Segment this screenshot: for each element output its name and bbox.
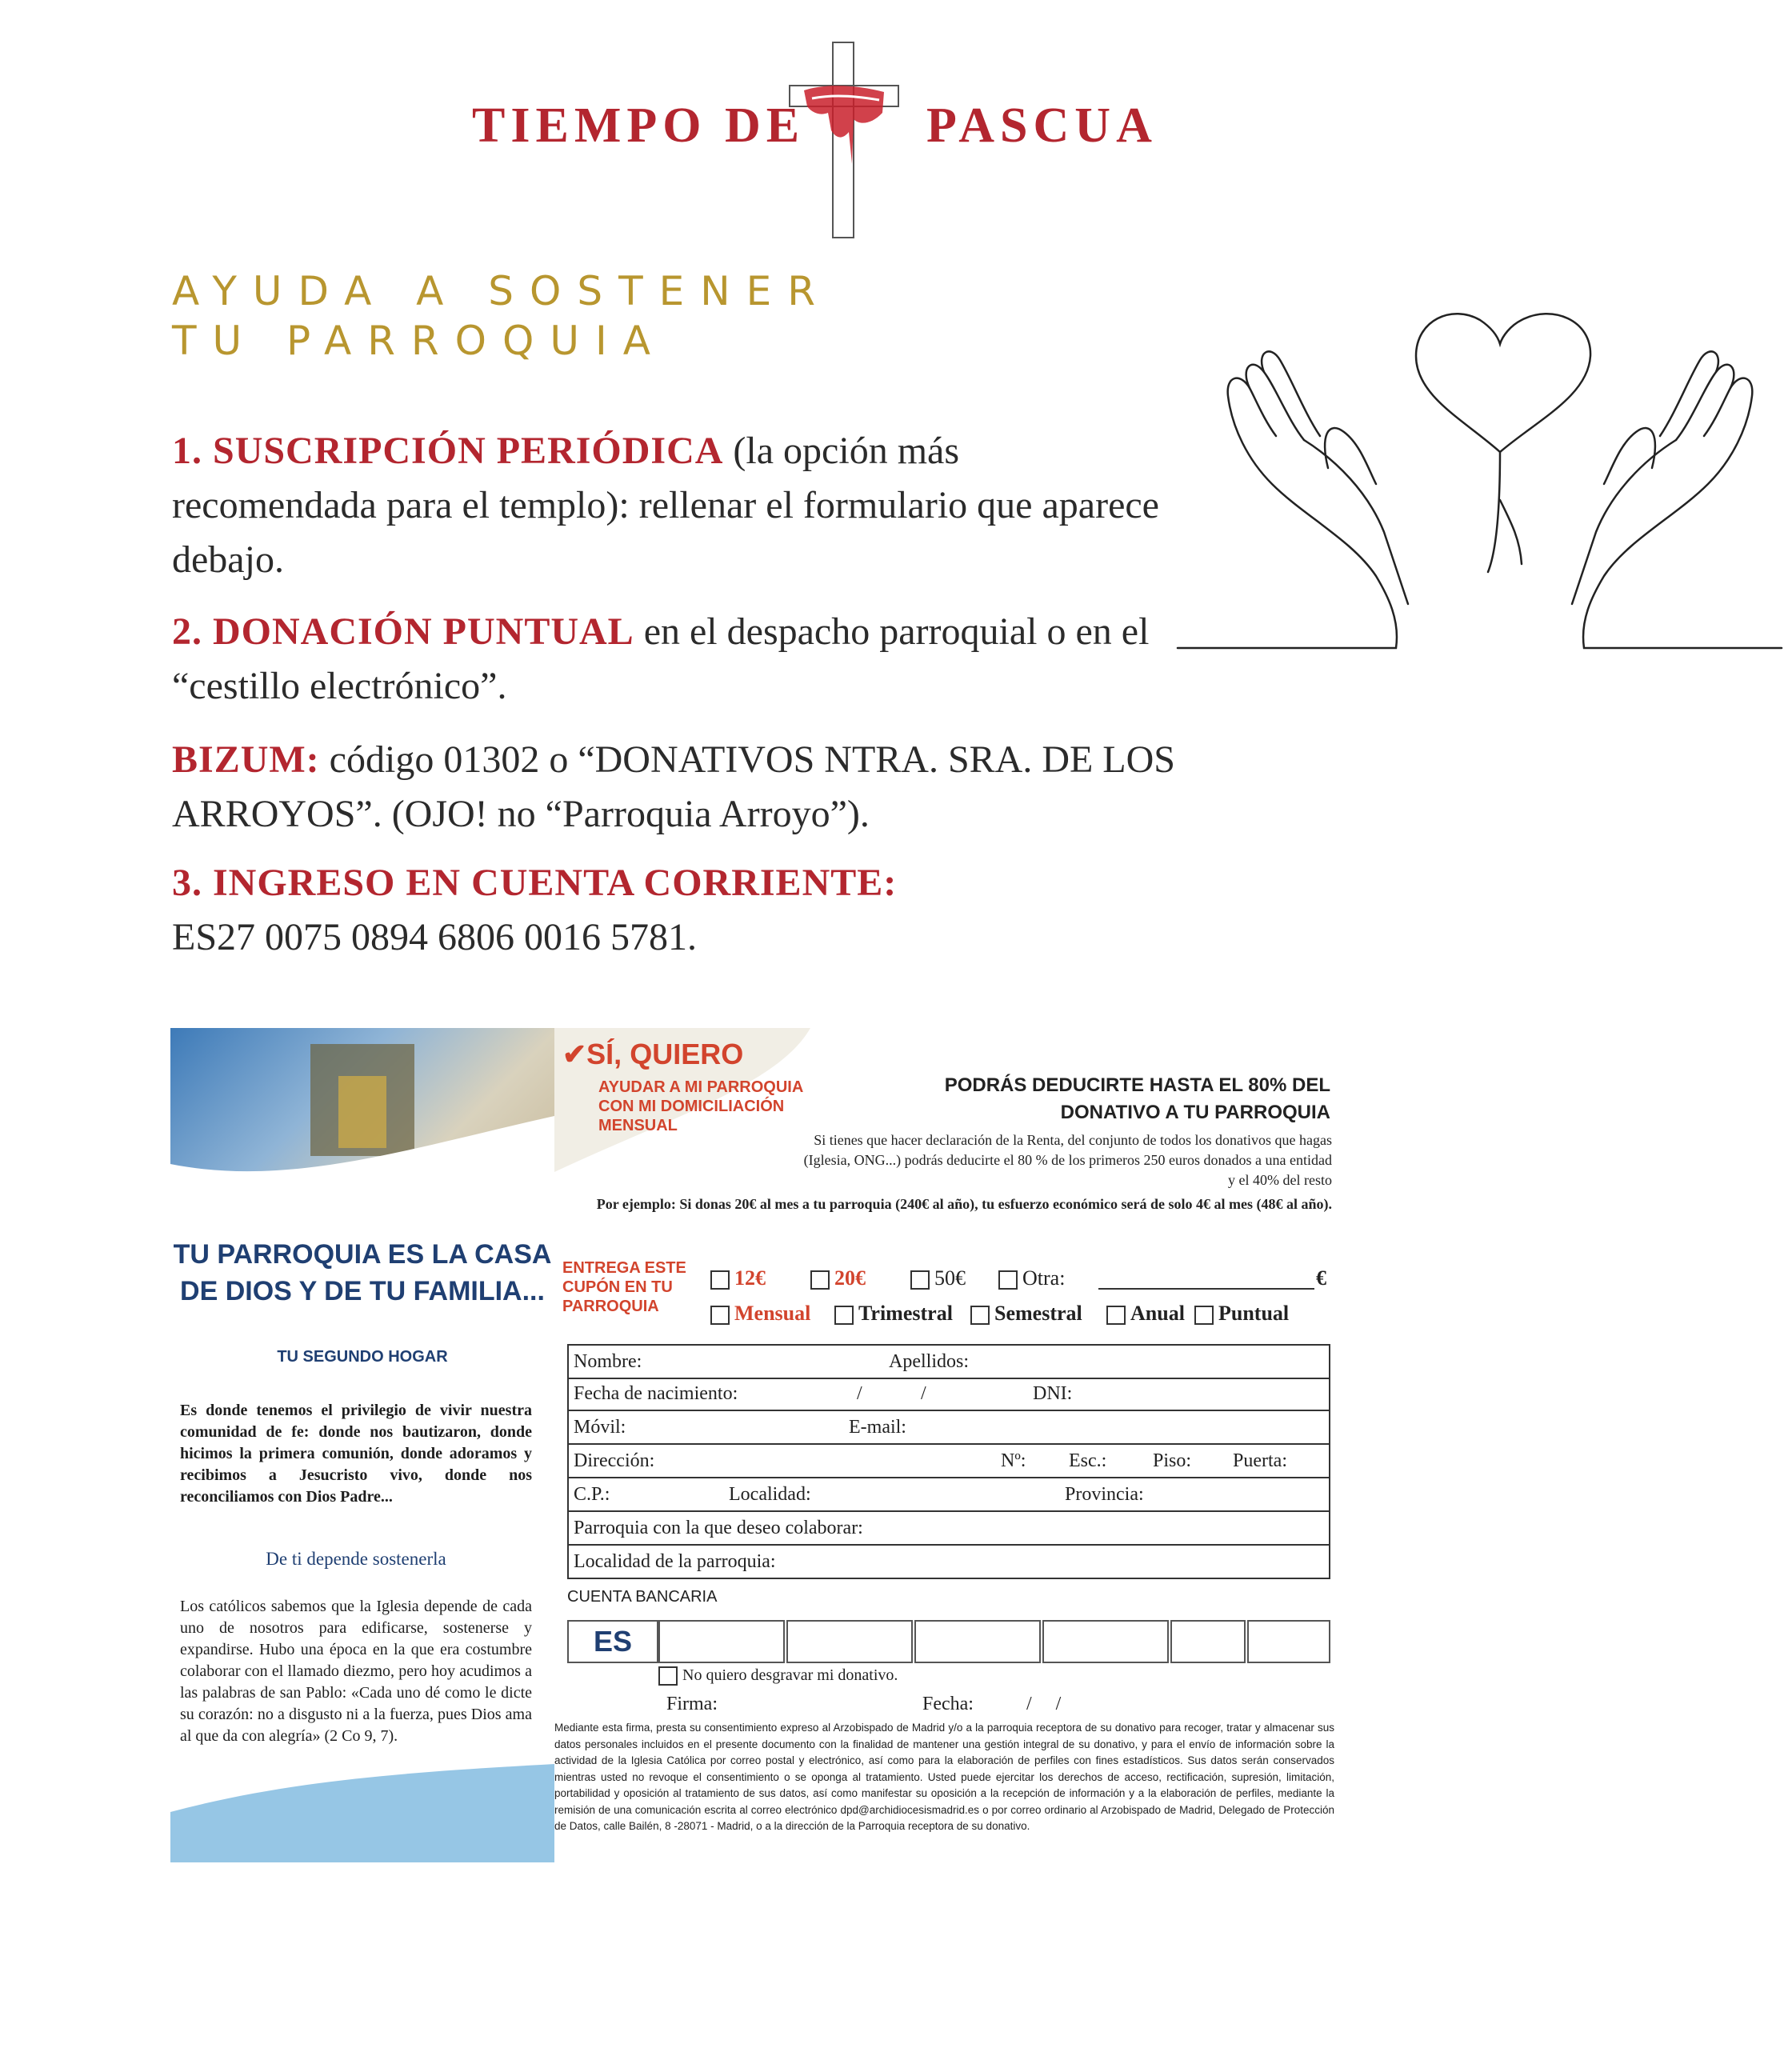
amount-otra[interactable]: Otra:: [998, 1266, 1065, 1290]
cross-icon: [780, 36, 908, 244]
item-suscripcion-text: (la opción más recomendada para el templo): rellenar el formulario que aparece debajo.: [172, 430, 1159, 581]
field-nombre[interactable]: Nombre: Apellidos:: [567, 1344, 1330, 1379]
iban-box-6[interactable]: [1247, 1620, 1330, 1663]
legal-text: Mediante esta firma, presta su consentimiento expreso al Arzobispado de Madrid y/o a la parroquia receptora de su donativo para recoger, tratar y almacenar sus datos personales incluidos en el presente documento con la finalidad de mantener una gestión integral de su donativo, y para el envío de información sobre la actividad de la Iglesia Católica por correo postal y electrónico, así como para la elaboración de perfiles con fines estadísticos. Sus datos serán conservados mientras usted no revoque el consentimiento o se oponga al tratamiento. Usted puede ejercitar los derechos de acceso, rectificación, supresión, limitación, portabilidad y oposición al tratamiento de sus datos, así como manifestar su oposición a la recepción de información y a la elaboración de perfiles, mediante la remisión de una comunicación escrita al correo electrónico dpd@archidiocesismadrid.es o por correo ordinario al Arzobispado de Madrid, Delegado de Protección de Datos, calle Bailén, 8 -28071 - Madrid, o a la dirección de la Parroquia receptora de su donativo.: [554, 1722, 1334, 1832]
freq-puntual[interactable]: Puntual: [1194, 1302, 1289, 1326]
hands-heart-icon: [1176, 300, 1784, 656]
freq-anual[interactable]: Anual: [1106, 1302, 1185, 1326]
iban-box-2[interactable]: [786, 1620, 913, 1663]
iban-box-4[interactable]: [1042, 1620, 1169, 1663]
iban-box-1[interactable]: [658, 1620, 785, 1663]
field-localidad-parroquia[interactable]: Localidad de la parroquia:: [567, 1546, 1330, 1579]
si-quiero-title: ✔SÍ, QUIERO: [562, 1038, 744, 1070]
amount-50[interactable]: 50€: [910, 1266, 966, 1290]
amount-12[interactable]: 12€: [710, 1266, 766, 1290]
left-subheading: De ti depende sostenerla: [266, 1549, 446, 1569]
iban-box-3[interactable]: [914, 1620, 1041, 1663]
church-photo: [170, 1028, 554, 1200]
item-ingreso-iban: ES27 0075 0894 6806 0016 5781.: [172, 916, 698, 958]
item-suscripcion: [172, 424, 1172, 587]
left-paragraph-1: Es donde tenemos el privilegio de vivir nuestra comunidad de fe: donde nos bautizaron, donde hicimos la primera comunión, donde adoramos y recibimos a Jesucristo vivo, donde nos reconciliamos con Dios Padre...: [180, 1402, 532, 1506]
coupon-left-panel: [170, 1028, 554, 1862]
iban-box-5[interactable]: [1170, 1620, 1246, 1663]
header-title-left: TIEMPO DE: [472, 98, 806, 153]
field-movil[interactable]: Móvil: E-mail:: [567, 1411, 1330, 1445]
section-heading-line2: TU PARROQUIA: [172, 318, 666, 364]
item-donacion: [172, 605, 1172, 714]
no-desgravar-label: No quiero desgravar mi donativo.: [682, 1666, 898, 1684]
section-heading-line1: AYUDA A SOSTENER: [172, 268, 831, 314]
deducir-title: PODRÁS DEDUCIRTE HASTA EL 80% DEL DONATIVO A TU PARROQUIA: [944, 1074, 1330, 1123]
deducir-text: Si tienes que hacer declaración de la Renta, del conjunto de todos los donativos que hagas (Iglesia, ONG...) podrás deducirte el 80 % de los primeros 250 euros donados a una entidad y el 40% del resto: [803, 1132, 1332, 1188]
item-bizum-text: código 01302 o “DONATIVOS NTRA. SRA. DE LOS ARROYOS”. (OJO! no “Parroquia Arroyo”).: [172, 738, 1175, 835]
left-paragraph-2: Los católicos sabemos que la Iglesia depende de cada uno de nosotros para edificarse, sostenerse y expandirse. Hubo una época en la que era costumbre colaborar con el llamado diezmo, pero hoy acudimos a las palabras de san Pablo: «Cada uno dé como le dicte su corazón: no a disgusto ni a la fuerza, pues Dios ama al que da con alegría» (2 Co 9, 7).: [180, 1598, 532, 1745]
freq-trimestral[interactable]: Trimestral: [834, 1302, 953, 1326]
left-bottom-decoration: [170, 1748, 554, 1862]
field-direccion[interactable]: Dirección: Nº: Esc.: Piso: Puerta:: [567, 1445, 1330, 1478]
amount-20[interactable]: 20€: [810, 1266, 866, 1290]
donation-coupon: [170, 1028, 1344, 1862]
item-suscripcion-label: 1. SUSCRIPCIÓN PERIÓDICA: [172, 430, 724, 472]
ayudar-text: AYUDAR A MI PARROQUIA CON MI DOMICILIACIÓN MENSUAL: [598, 1078, 803, 1134]
left-title: TU PARROQUIA ES LA CASA DE DIOS Y DE TU FAMILIA...: [173, 1239, 552, 1306]
ejemplo-text: Por ejemplo: Si donas 20€ al mes a tu parroquia (240€ al año), tu esfuerzo económico será de solo 4€ al mes (48€ al año).: [596, 1196, 1332, 1212]
si-quiero-text: SÍ, QUIERO: [586, 1038, 744, 1070]
firma-label: Firma:: [666, 1694, 718, 1714]
header-title-right: PASCUA: [926, 98, 1158, 153]
hands-heart-illustration: [1176, 300, 1784, 656]
field-cp[interactable]: C.P.: Localidad: Provincia:: [567, 1478, 1330, 1512]
freq-mensual[interactable]: Mensual: [710, 1302, 810, 1326]
coupon-right-panel: [554, 1028, 1344, 1862]
entrega-text: ENTREGA ESTE CUPÓN EN TU PARROQUIA: [562, 1259, 686, 1315]
freq-semestral[interactable]: Semestral: [970, 1302, 1082, 1326]
amount-otra-line[interactable]: [1098, 1288, 1314, 1290]
field-fecha-nacimiento[interactable]: Fecha de nacimiento: / / DNI:: [567, 1378, 1330, 1411]
iban-es-box: ES: [567, 1620, 658, 1663]
item-bizum: [172, 733, 1180, 842]
item-donacion-text: en el despacho parroquial o en el “cestillo electrónico”.: [172, 610, 1150, 707]
fecha-slashes: / /: [1026, 1694, 1062, 1714]
item-donacion-label: 2. DONACIÓN PUNTUAL: [172, 610, 634, 653]
item-ingreso: [172, 856, 1172, 965]
no-desgravar-checkbox[interactable]: [658, 1666, 898, 1686]
altar-image-icon: [170, 1028, 554, 1200]
fecha-label: Fecha:: [922, 1694, 974, 1714]
left-subtitle: TU SEGUNDO HOGAR: [277, 1348, 448, 1366]
item-ingreso-label: 3. INGRESO EN CUENTA CORRIENTE:: [172, 862, 898, 904]
cross-logo: [780, 36, 908, 244]
item-bizum-label: BIZUM:: [172, 738, 320, 781]
cuenta-bancaria-label: CUENTA BANCARIA: [567, 1588, 718, 1606]
euro-sign: €: [1316, 1266, 1326, 1290]
field-parroquia[interactable]: Parroquia con la que deseo colaborar:: [567, 1512, 1330, 1546]
